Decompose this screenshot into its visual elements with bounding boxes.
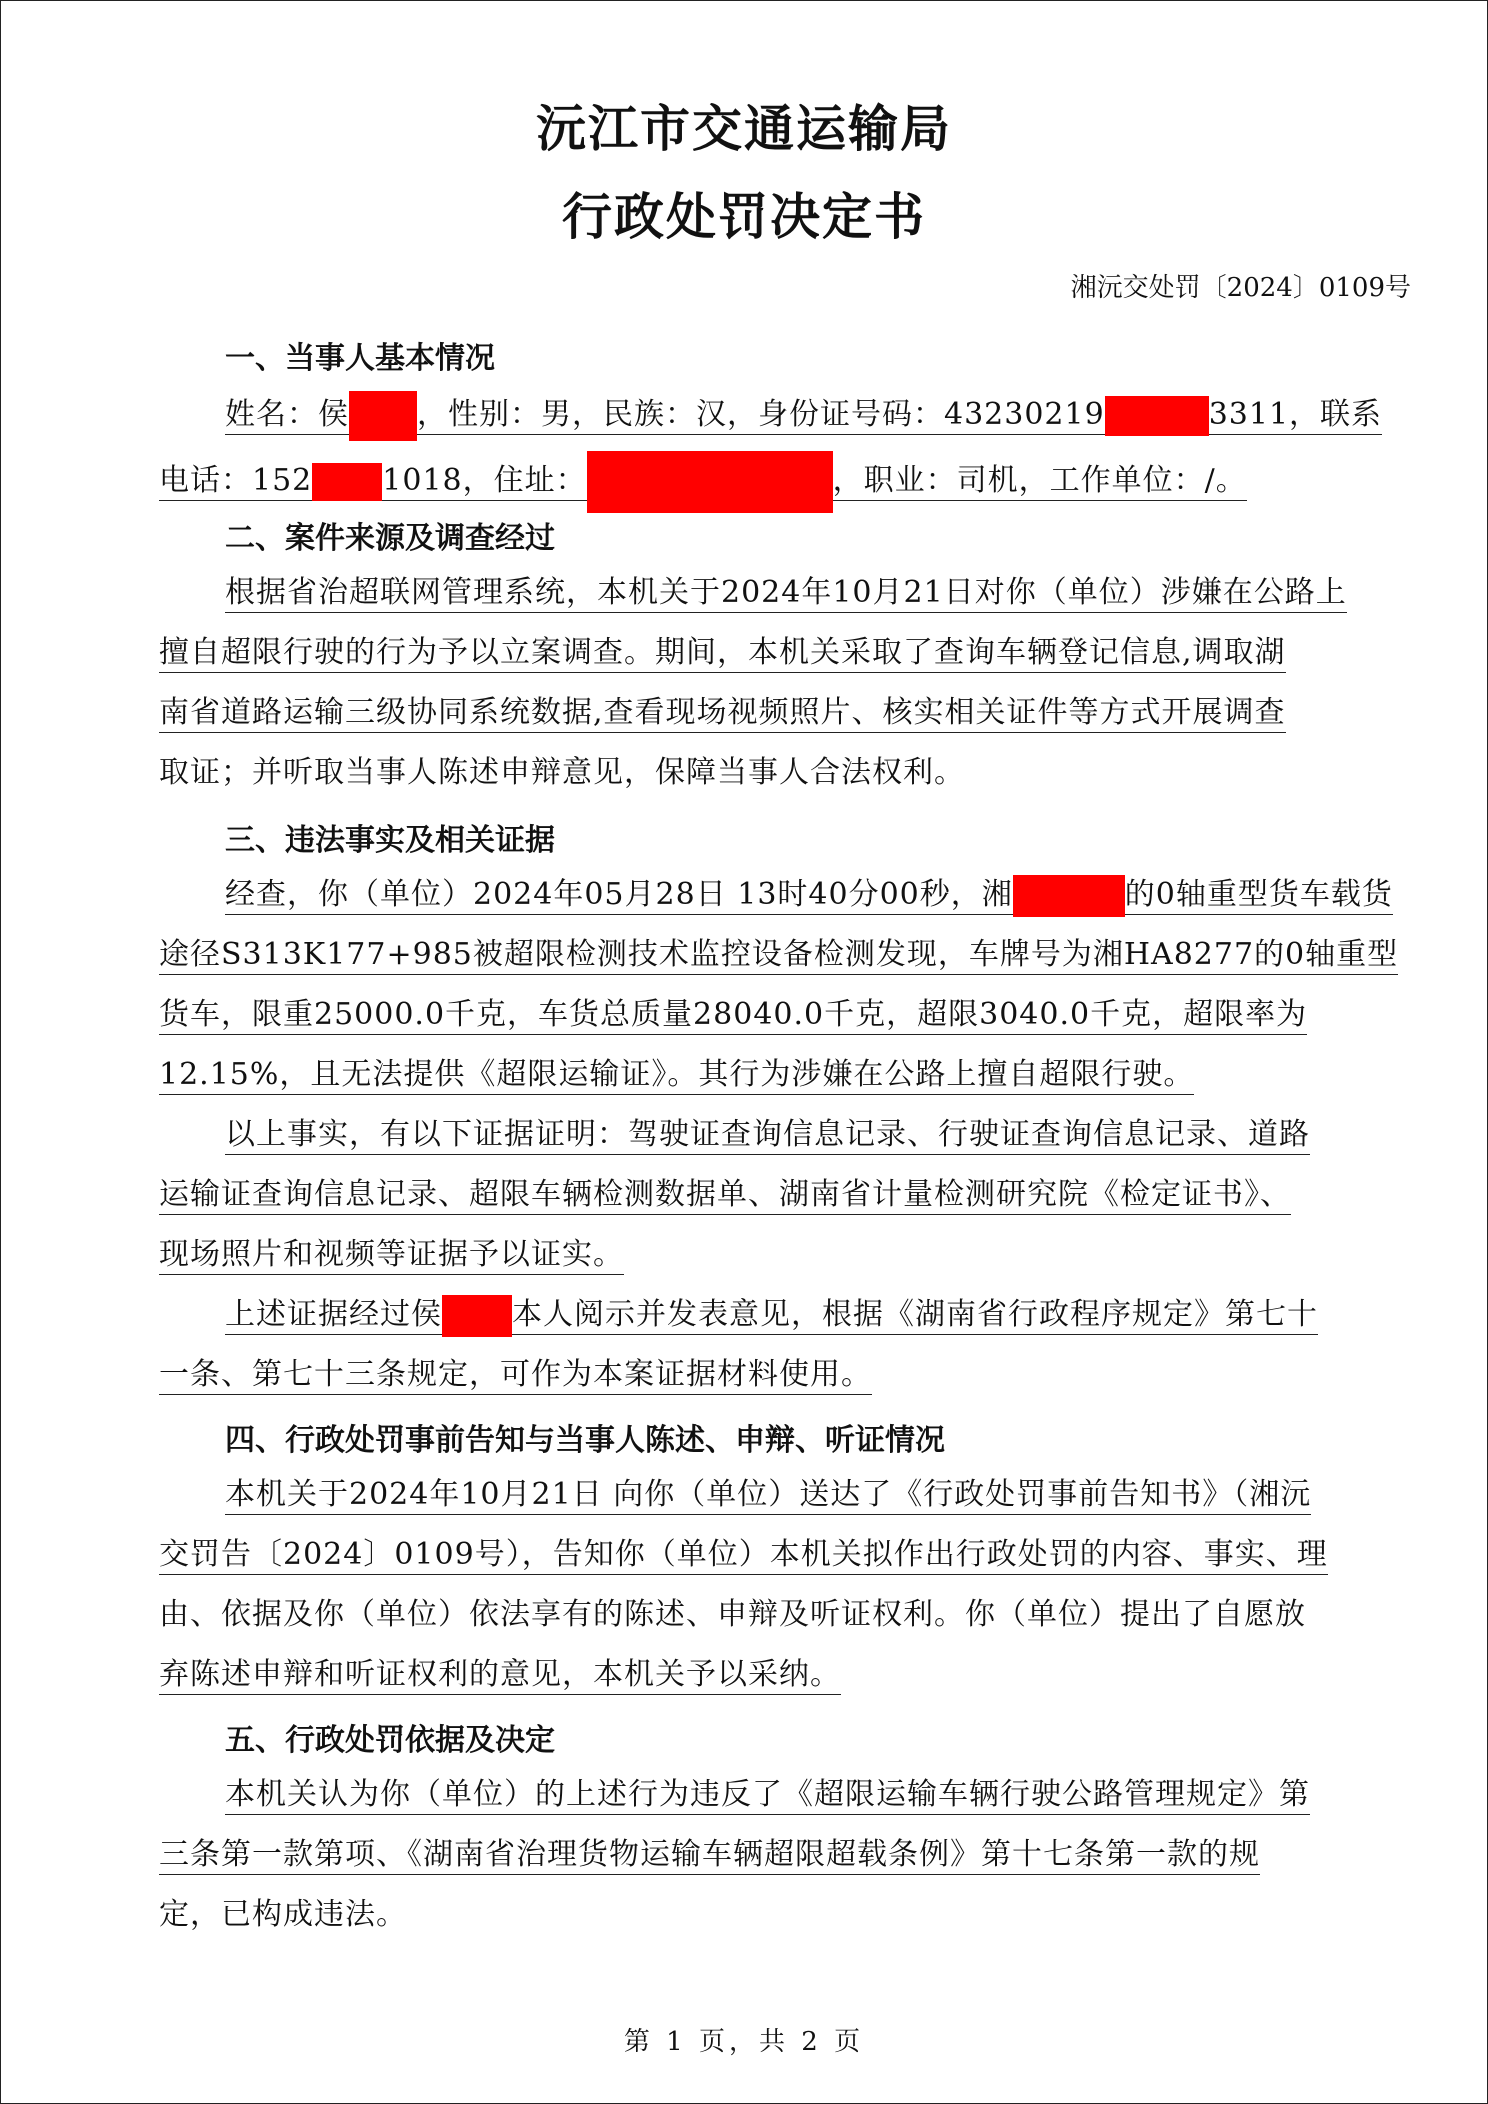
redaction-box bbox=[587, 451, 833, 513]
id-tail-text: 3311，联系 bbox=[1209, 397, 1382, 435]
paragraph-line: 弃陈述申辩和听证权利的意见，本机关予以采纳。 bbox=[159, 1655, 841, 1695]
paragraph-line: 本机关于2024年10月21日 向你（单位）送达了《行政处罚事前告知书》（湘沅 bbox=[225, 1475, 1311, 1515]
party-info-line1 bbox=[225, 391, 1382, 441]
paragraph-line: 途径S313K177+985被超限检测技术监控设备检测发现，车牌号为湘HA8277的0轴重型 bbox=[159, 935, 1398, 975]
paragraph-line: 货车，限重25000.0千克，车货总质量28040.0千克，超限3040.0千克，超限率为 bbox=[159, 995, 1307, 1035]
phone-label: 电话：152 bbox=[159, 463, 312, 501]
occupation-text: ，职业：司机，工作单位：/。 bbox=[833, 463, 1247, 501]
redaction-box bbox=[1013, 875, 1125, 917]
paragraph-line: 经查，你（单位）2024年05月28日 13时40分00秒，湘 的0轴重型货车载货 bbox=[225, 875, 1393, 917]
paragraph-line: 12.15%，且无法提供《超限运输证》。其行为涉嫌在公路上擅自超限行驶。 bbox=[159, 1055, 1194, 1095]
agency-title: 沅江市交通运输局 bbox=[536, 100, 952, 158]
section4-heading: 四、行政处罚事前告知与当事人陈述、申辩、听证情况 bbox=[225, 1423, 945, 1458]
section2-heading: 二、案件来源及调查经过 bbox=[225, 521, 555, 556]
paragraph-line: 根据省治超联网管理系统，本机关于2024年10月21日对你（单位）涉嫌在公路上 bbox=[225, 573, 1347, 613]
paragraph-line: 以上事实，有以下证据证明：驾驶证查询信息记录、行驶证查询信息记录、道路 bbox=[225, 1115, 1310, 1155]
section5-heading: 五、行政处罚依据及决定 bbox=[225, 1723, 555, 1758]
address-label: 1018，住址： bbox=[382, 463, 586, 501]
paragraph-line: 运输证查询信息记录、超限车辆检测数据单、湖南省计量检测研究院《检定证书》、 bbox=[159, 1175, 1291, 1215]
paragraph-line: 交罚告〔2024〕0109号），告知你（单位）本机关拟作出行政处罚的内容、事实、理 bbox=[159, 1535, 1328, 1575]
party-info-line2 bbox=[159, 451, 1247, 513]
paragraph-line: 一条、第七十三条规定，可作为本案证据材料使用。 bbox=[159, 1355, 872, 1395]
section3-heading: 三、违法事实及相关证据 bbox=[225, 823, 555, 858]
redaction-box bbox=[312, 463, 382, 501]
section1-heading: 一、当事人基本情况 bbox=[225, 341, 495, 376]
name-label: 姓名：侯 bbox=[225, 397, 349, 435]
paragraph-line: 上述证据经过侯 本人阅示并发表意见，根据《湖南省行政程序规定》第七十 bbox=[225, 1295, 1318, 1337]
paragraph-line: 定，已构成违法。 bbox=[159, 1897, 407, 1932]
redaction-box bbox=[349, 391, 417, 441]
paragraph-line: 三条第一款第项、《湖南省治理货物运输车辆超限超载条例》第十七条第一款的规 bbox=[159, 1835, 1260, 1875]
paragraph-line: 本机关认为你（单位）的上述行为违反了《超限运输车辆行驶公路管理规定》第 bbox=[225, 1775, 1310, 1815]
gender-id-text: ，性别：男，民族：汉，身份证号码：43230219 bbox=[417, 397, 1105, 435]
page-number: 第 1 页，共 2 页 bbox=[623, 2027, 865, 2057]
paragraph-line: 由、依据及你（单位）依法享有的陈述、申辩及听证权利。你（单位）提出了自愿放 bbox=[159, 1597, 1306, 1632]
redaction-box bbox=[442, 1295, 512, 1337]
paragraph-line: 取证；并听取当事人陈述申辩意见，保障当事人合法权利。 bbox=[159, 755, 965, 790]
paragraph-line: 现场照片和视频等证据予以证实。 bbox=[159, 1235, 624, 1275]
paragraph-line: 南省道路运输三级协同系统数据,查看现场视频照片、核实相关证件等方式开展调查 bbox=[159, 693, 1286, 733]
document-number: 湘沅交处罚〔2024〕0109号 bbox=[1070, 273, 1411, 303]
paragraph-line: 擅自超限行驶的行为予以立案调查。期间，本机关采取了查询车辆登记信息,调取湖 bbox=[159, 633, 1286, 673]
redaction-box bbox=[1105, 396, 1209, 436]
document-title: 行政处罚决定书 bbox=[562, 188, 926, 246]
